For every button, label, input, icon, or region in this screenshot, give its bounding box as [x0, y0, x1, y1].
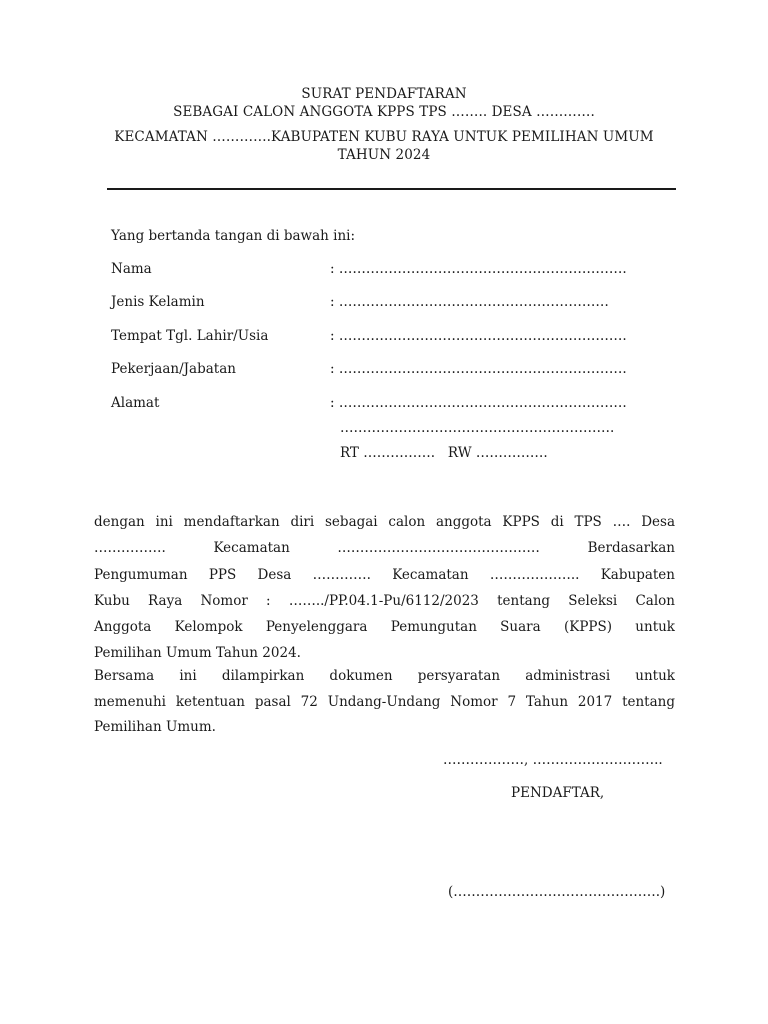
body-p1-line-3: Pengumuman PPS Desa …………. Kecamatan ……………….. Kabupaten	[94, 567, 675, 583]
body-p1-line-2: ……………. Kecamatan ……………………………………… Berdasarkan	[94, 540, 675, 556]
field-value-nama: : ……………………………………………………….	[330, 261, 627, 277]
body-p1-line-5: Anggota Kelompok Penyelenggara Pemungutan Suara (KPPS) untuk	[94, 619, 675, 635]
title-line-1: SURAT PENDAFTARAN	[301, 86, 467, 102]
body-p1-line-4: Kubu Raya Nomor : ……../PP.04.1-Pu/6112/2023 tentang Seleksi Calon	[94, 593, 675, 609]
signature-name: (……………………………………….)	[448, 884, 666, 900]
title-line-4: TAHUN 2024	[337, 147, 431, 163]
field-label-jenis-kelamin: Jenis Kelamin	[111, 294, 205, 310]
title-line-3: KECAMATAN ………….KABUPATEN KUBU RAYA UNTUK PEMILIHAN UMUM	[114, 129, 654, 145]
body-p2-line-1: Bersama ini dilampirkan dokumen persyaratan administrasi untuk	[94, 668, 675, 684]
field-value-alamat: : ……………………………………………………….	[330, 395, 627, 411]
body-p2-line-3: Pemilihan Umum.	[94, 719, 216, 735]
field-label-tempat-tgl-lahir: Tempat Tgl. Lahir/Usia	[111, 328, 269, 344]
field-label-alamat: Alamat	[111, 395, 160, 411]
intro-text: Yang bertanda tangan di bawah ini:	[111, 228, 356, 244]
body-p1-line-6: Pemilihan Umum Tahun 2024.	[94, 645, 301, 661]
field-value-jenis-kelamin: : ……………………………………………………	[330, 294, 609, 310]
field-value-rt-rw: RT ……………. RW …………….	[340, 445, 548, 461]
field-value-tempat-tgl-lahir: : ……………………………………………………….	[330, 328, 627, 344]
field-label-pekerjaan: Pekerjaan/Jabatan	[111, 361, 236, 377]
signature-role: PENDAFTAR,	[511, 785, 605, 801]
title-line-2: SEBAGAI CALON ANGGOTA KPPS TPS …….. DESA ………….	[173, 104, 595, 120]
signature-place-date: ………………, ………………………..	[443, 752, 663, 768]
field-label-nama: Nama	[111, 261, 152, 277]
body-p2-line-2: memenuhi ketentuan pasal 72 Undang-Undang Nomor 7 Tahun 2017 tentang	[94, 694, 675, 710]
header-divider	[107, 188, 676, 190]
field-value-pekerjaan: : ……………………………………………………….	[330, 361, 627, 377]
field-value-alamat-line-2: …………………………………………………….	[340, 420, 615, 436]
body-p1-line-1: dengan ini mendaftarkan diri sebagai calon anggota KPPS di TPS …. Desa	[94, 514, 675, 530]
